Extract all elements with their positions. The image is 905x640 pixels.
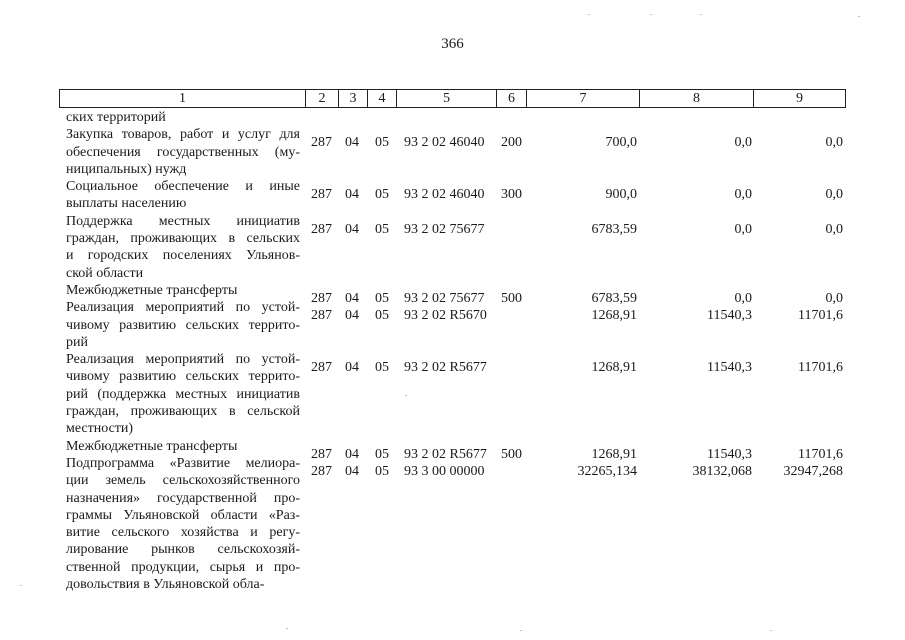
header-col-9: 9 [753,90,845,107]
description-line: и городских поселениях Ульянов- [66,248,300,264]
description-line: ской области [66,265,144,281]
amount-year-2: 38132,068 [692,464,752,479]
description-line: витие сельского хозяйства и регу- [66,525,300,541]
description-line: ственной продукции, сырья и про- [66,559,300,575]
target-article-code: 93 2 02 R5670 [404,308,487,324]
description-line: Реализация мероприятий по устой- [66,352,300,368]
page-number: 366 [441,36,464,52]
target-article-code: 93 2 02 46040 [404,187,485,203]
row-description [66,351,300,437]
section-code: 04 [345,360,359,376]
row-description [66,455,300,593]
subsection-code: 05 [375,187,389,203]
section-code: 04 [345,464,359,479]
description-line: Подпрограмма «Развитие мелиора- [66,456,300,471]
description-line: Социальное обеспечение и иные [66,179,300,195]
subsection-code: 05 [375,446,389,462]
amount-year-3: 0,0 [825,221,843,237]
amount-year-3: 11701,6 [798,446,843,462]
amount-year-2: 0,0 [734,135,752,151]
description-line: местности) [66,421,134,437]
target-article-code: 93 2 02 46040 [404,135,485,151]
description-line: граждан, проживающих в сельских [66,231,300,247]
section-code: 04 [345,221,359,237]
description-line: обеспечения государственных (му- [66,144,300,160]
amount-year-2: 11540,3 [707,360,752,376]
section-code: 04 [345,308,359,324]
header-col-4: 4 [367,90,396,107]
description-line: Межбюджетные трансферты [66,438,238,454]
row-description [66,282,300,299]
amount-year-2: 11540,3 [707,446,752,462]
ministry-code: 287 [311,291,332,306]
expense-type-code: 200 [501,135,522,151]
subsection-code: 05 [375,221,389,237]
description-line: довольствия в Ульяновской обла- [66,577,265,593]
description-line: назначения» государственной про- [66,490,300,506]
ministry-code: 287 [311,360,332,376]
description-line: рий [66,334,88,350]
expense-type-code: 500 [501,446,522,462]
amount-year-1: 6783,59 [591,291,637,306]
amount-year-2: 0,0 [734,221,752,237]
subsection-code: 05 [375,291,389,306]
header-col-2: 2 [305,90,338,107]
ministry-code: 287 [311,446,332,462]
section-code: 04 [345,446,359,462]
amount-year-3: 11701,6 [798,360,843,376]
section-code: 04 [345,135,359,151]
header-col-6: 6 [496,90,526,107]
header-col-8: 8 [639,90,753,107]
amount-year-1: 32265,134 [577,464,637,479]
description-line: ции земель сельскохозяйственного [66,473,300,489]
description-line: Закупка товаров, работ и услуг для [66,127,300,143]
amount-year-1: 1268,91 [591,446,637,462]
subsection-code: 05 [375,360,389,376]
description-line: чивому развитию сельских террито- [66,369,300,385]
table-header [59,89,846,108]
description-line: Поддержка местных инициатив [66,213,300,229]
header-col-1: 1 [179,91,186,106]
target-article-code: 93 2 02 75677 [404,221,485,237]
amount-year-1: 1268,91 [591,308,637,324]
amount-year-2: 11540,3 [707,308,752,324]
description-line: граммы Ульяновской области «Раз- [66,507,300,523]
header-col-5: 5 [396,90,496,107]
row-description [66,126,300,178]
subsection-code: 05 [375,308,389,324]
row-description [66,213,300,282]
amount-year-2: 0,0 [734,291,752,306]
row-description [66,299,300,351]
amount-year-3: 11701,6 [798,308,843,324]
description-line: ниципальных) нужд [66,161,187,177]
row-description [66,438,300,455]
description-line: лирование рынков сельскохозяй- [66,542,300,558]
target-article-code: 93 2 02 R5677 [404,360,487,376]
amount-year-1: 1268,91 [591,360,637,376]
row-description [66,109,300,126]
amount-year-1: 900,0 [605,187,637,203]
amount-year-2: 0,0 [734,187,752,203]
ministry-code: 287 [311,308,332,324]
description-line: Межбюджетные трансферты [66,283,238,298]
ministry-code: 287 [311,221,332,237]
header-col-7: 7 [526,90,639,107]
amount-year-1: 700,0 [605,135,637,151]
subsection-code: 05 [375,135,389,151]
description-line: граждан, проживающих в сельской [66,404,300,420]
amount-year-3: 32947,268 [783,464,843,479]
description-line: выплаты населению [66,196,187,212]
target-article-code: 93 2 02 75677 [404,291,485,306]
amount-year-1: 6783,59 [591,221,637,237]
ministry-code: 287 [311,187,332,203]
expense-type-code: 500 [501,291,522,306]
amount-year-3: 0,0 [825,187,843,203]
header-col-3: 3 [338,90,367,107]
amount-year-3: 0,0 [825,291,843,306]
description-line: рий (поддержка местных инициатив [66,386,300,402]
expense-type-code: 300 [501,187,522,203]
amount-year-3: 0,0 [825,135,843,151]
row-description [66,178,300,213]
description-line: чивому развитию сельских террито- [66,317,300,333]
description-line: ских территорий [66,110,166,125]
section-code: 04 [345,187,359,203]
ministry-code: 287 [311,464,332,479]
description-line: Реализация мероприятий по устой- [66,300,300,316]
target-article-code: 93 2 02 R5677 [404,446,487,462]
section-code: 04 [345,291,359,306]
target-article-code: 93 3 00 00000 [404,464,485,479]
subsection-code: 05 [375,464,389,479]
ministry-code: 287 [311,135,332,151]
